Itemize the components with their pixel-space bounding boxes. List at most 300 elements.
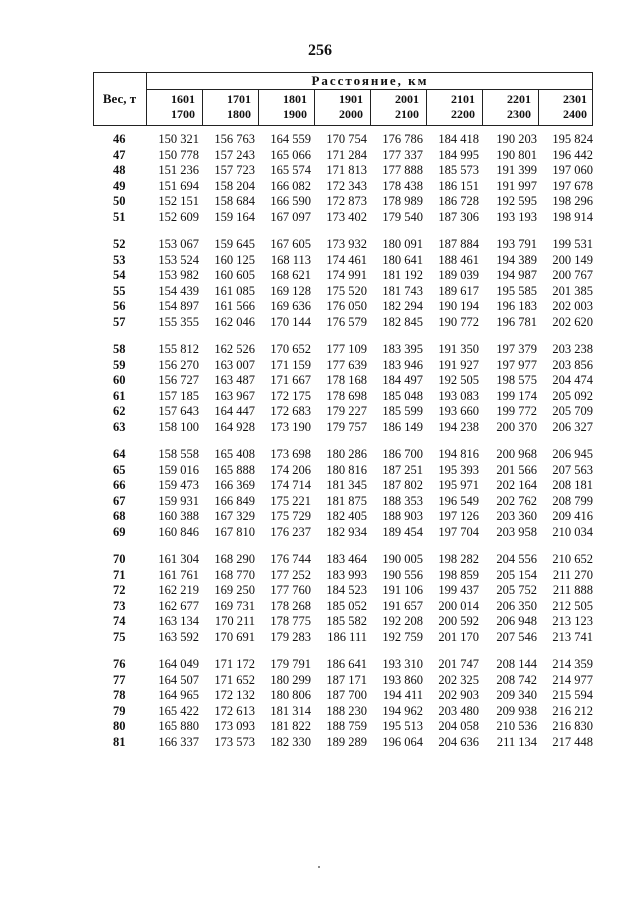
- table-row: [93, 163, 593, 179]
- table-row: [93, 447, 593, 463]
- table-row: [93, 494, 593, 510]
- table-row: [93, 552, 593, 568]
- weight-cell: 60: [113, 373, 126, 387]
- value-cell: 197 060: [552, 163, 593, 177]
- weight-cell: 66: [113, 478, 126, 492]
- value-cell: 161 304: [158, 552, 199, 566]
- value-cell: 209 938: [496, 703, 537, 718]
- range-from: 2101: [451, 92, 475, 106]
- value-cell: 162 677: [158, 598, 199, 613]
- table-row: [93, 389, 593, 405]
- value-cell: 165 422: [158, 703, 199, 718]
- value-cell: 172 683: [270, 404, 311, 418]
- value-cell: 158 684: [214, 194, 255, 208]
- value-cell: 179 791: [270, 657, 311, 671]
- value-cell: 162 046: [214, 314, 255, 329]
- value-cell: 167 605: [270, 237, 311, 251]
- value-cell: 200 592: [438, 614, 479, 628]
- value-cell: 201 747: [438, 657, 479, 671]
- weight-cell: 46: [113, 132, 126, 146]
- range-from: 1701: [227, 92, 251, 106]
- value-cell: 182 405: [326, 509, 367, 523]
- weight-cell: 69: [113, 524, 126, 539]
- value-cell: 193 083: [438, 388, 479, 403]
- value-cell: 175 221: [270, 493, 311, 508]
- value-cell: 186 149: [382, 419, 423, 434]
- value-cell: 173 093: [214, 719, 255, 733]
- value-cell: 216 212: [552, 703, 593, 718]
- value-cell: 175 520: [326, 283, 367, 298]
- distance-column-7: [483, 92, 537, 124]
- table-row: [93, 630, 593, 646]
- weight-cell: 58: [113, 342, 126, 356]
- range-from: 1601: [171, 92, 195, 106]
- value-cell: 156 763: [214, 132, 255, 146]
- value-cell: 182 294: [382, 299, 423, 313]
- column-divider: [482, 90, 483, 126]
- value-cell: 186 641: [326, 657, 367, 671]
- value-cell: 187 171: [326, 672, 367, 687]
- value-cell: 199 437: [438, 583, 479, 597]
- value-cell: 177 252: [270, 567, 311, 582]
- value-cell: 184 995: [438, 147, 479, 162]
- value-cell: 164 965: [158, 688, 199, 702]
- table-row: [93, 284, 593, 300]
- value-cell: 198 859: [438, 567, 479, 582]
- value-cell: 181 314: [270, 703, 311, 718]
- table-row: [93, 299, 593, 315]
- value-cell: 159 645: [214, 237, 255, 251]
- value-cell: 171 172: [214, 657, 255, 671]
- value-cell: 187 802: [382, 478, 423, 492]
- value-cell: 180 806: [270, 688, 311, 702]
- weight-cell: 53: [113, 252, 126, 267]
- value-cell: 155 812: [158, 342, 199, 356]
- value-cell: 178 698: [326, 388, 367, 403]
- value-cell: 207 546: [496, 629, 537, 644]
- table-row: [93, 194, 593, 210]
- value-cell: 177 639: [326, 357, 367, 372]
- value-cell: 187 251: [382, 462, 423, 477]
- weight-cell: 50: [113, 194, 126, 208]
- value-cell: 153 982: [158, 268, 199, 282]
- value-cell: 179 540: [382, 209, 423, 224]
- weight-column-header: Вес, т: [93, 72, 147, 126]
- value-cell: 200 149: [552, 252, 593, 267]
- weight-cell: 73: [113, 598, 126, 613]
- weight-cell: 55: [113, 283, 126, 298]
- weight-cell: 59: [113, 357, 126, 372]
- value-cell: 187 306: [438, 209, 479, 224]
- value-cell: 190 005: [382, 552, 423, 566]
- value-cell: 154 897: [158, 299, 199, 313]
- value-cell: 162 219: [158, 583, 199, 597]
- value-cell: 190 556: [382, 567, 423, 582]
- value-cell: 197 379: [496, 342, 537, 356]
- value-cell: 163 592: [158, 629, 199, 644]
- table-row: [93, 614, 593, 630]
- value-cell: 196 064: [382, 734, 423, 749]
- value-cell: 160 846: [158, 524, 199, 539]
- value-cell: 215 594: [552, 688, 593, 702]
- distance-column-2: [203, 92, 257, 124]
- value-cell: 179 757: [326, 419, 367, 434]
- value-cell: 167 097: [270, 209, 311, 224]
- value-cell: 160 605: [214, 268, 255, 282]
- value-cell: 210 034: [552, 524, 593, 539]
- value-cell: 189 617: [438, 283, 479, 298]
- value-cell: 163 007: [214, 357, 255, 372]
- distance-column-4: [315, 92, 369, 124]
- value-cell: 160 388: [158, 509, 199, 523]
- value-cell: 159 016: [158, 462, 199, 477]
- table-row: [93, 735, 593, 751]
- value-cell: 205 154: [496, 567, 537, 582]
- weight-cell: 61: [113, 388, 126, 403]
- weight-cell: 80: [113, 719, 126, 733]
- value-cell: 161 761: [158, 567, 199, 582]
- value-cell: 184 497: [382, 373, 423, 387]
- table-row: [93, 179, 593, 195]
- value-cell: 192 505: [438, 373, 479, 387]
- value-cell: 164 559: [270, 132, 311, 146]
- value-cell: 196 183: [496, 299, 537, 313]
- value-cell: 187 700: [326, 688, 367, 702]
- value-cell: 178 775: [270, 614, 311, 628]
- weight-cell: 79: [113, 703, 126, 718]
- value-cell: 180 641: [382, 252, 423, 267]
- value-cell: 202 903: [438, 688, 479, 702]
- value-cell: 192 759: [382, 629, 423, 644]
- weight-cell: 71: [113, 567, 126, 582]
- value-cell: 176 050: [326, 299, 367, 313]
- value-cell: 190 203: [496, 132, 537, 146]
- value-cell: 188 903: [382, 509, 423, 523]
- value-cell: 198 282: [438, 552, 479, 566]
- value-cell: 200 370: [496, 419, 537, 434]
- value-cell: 179 227: [326, 404, 367, 418]
- value-cell: 164 507: [158, 672, 199, 687]
- value-cell: 156 727: [158, 373, 199, 387]
- value-cell: 183 395: [382, 342, 423, 356]
- weight-cell: 70: [113, 552, 126, 566]
- value-cell: 168 621: [270, 268, 311, 282]
- value-cell: 197 977: [496, 357, 537, 372]
- value-cell: 150 321: [158, 132, 199, 146]
- column-divider: [314, 90, 315, 126]
- value-cell: 202 762: [496, 493, 537, 508]
- value-cell: 159 473: [158, 478, 199, 492]
- range-from: 2201: [507, 92, 531, 106]
- value-cell: 203 856: [552, 357, 593, 372]
- value-cell: 163 967: [214, 388, 255, 403]
- value-cell: 202 164: [496, 478, 537, 492]
- value-cell: 176 237: [270, 524, 311, 539]
- value-cell: 208 799: [552, 493, 593, 508]
- table-row: [93, 404, 593, 420]
- value-cell: 211 134: [496, 734, 537, 749]
- value-cell: 195 513: [382, 719, 423, 733]
- value-cell: 178 268: [270, 598, 311, 613]
- weight-cell: 63: [113, 419, 126, 434]
- value-cell: 209 416: [552, 509, 593, 523]
- value-cell: 172 613: [214, 703, 255, 718]
- distance-column-1: [147, 92, 201, 124]
- value-cell: 172 873: [326, 194, 367, 208]
- value-cell: 189 039: [438, 268, 479, 282]
- value-cell: 205 752: [496, 583, 537, 597]
- value-cell: 194 411: [382, 688, 423, 702]
- value-cell: 185 048: [382, 388, 423, 403]
- value-cell: 168 290: [214, 552, 255, 566]
- value-cell: 198 575: [496, 373, 537, 387]
- value-cell: 210 652: [552, 552, 593, 566]
- value-cell: 192 208: [382, 614, 423, 628]
- table-row: [93, 210, 593, 226]
- table-row: [93, 373, 593, 389]
- value-cell: 163 134: [158, 614, 199, 628]
- value-cell: 191 106: [382, 583, 423, 597]
- value-cell: 178 168: [326, 373, 367, 387]
- value-cell: 216 830: [552, 719, 593, 733]
- value-cell: 174 714: [270, 478, 311, 492]
- value-cell: 188 461: [438, 252, 479, 267]
- value-cell: 165 066: [270, 147, 311, 162]
- table-row: [93, 673, 593, 689]
- value-cell: 211 270: [552, 567, 593, 582]
- column-divider: [538, 90, 539, 126]
- value-cell: 183 993: [326, 567, 367, 582]
- weight-cell: 49: [113, 178, 126, 193]
- range-from: 1801: [283, 92, 307, 106]
- value-cell: 194 389: [496, 252, 537, 267]
- weight-cell: 52: [113, 237, 126, 251]
- table-row: [93, 463, 593, 479]
- value-cell: 185 052: [326, 598, 367, 613]
- value-cell: 181 192: [382, 268, 423, 282]
- distance-column-6: [427, 92, 481, 124]
- value-cell: 203 480: [438, 703, 479, 718]
- value-cell: 194 962: [382, 703, 423, 718]
- value-cell: 180 816: [326, 462, 367, 477]
- value-cell: 171 159: [270, 357, 311, 372]
- value-cell: 209 340: [496, 688, 537, 702]
- value-cell: 190 801: [496, 147, 537, 162]
- value-cell: 193 791: [496, 237, 537, 251]
- value-cell: 182 934: [326, 524, 367, 539]
- weight-cell: 77: [113, 672, 126, 687]
- value-cell: 157 185: [158, 388, 199, 403]
- value-cell: 170 652: [270, 342, 311, 356]
- value-cell: 203 360: [496, 509, 537, 523]
- distance-column-3: [259, 92, 313, 124]
- value-cell: 201 170: [438, 629, 479, 644]
- weight-cell: 65: [113, 462, 126, 477]
- value-cell: 186 111: [327, 629, 367, 644]
- value-cell: 213 123: [552, 614, 593, 628]
- value-cell: 204 474: [552, 373, 593, 387]
- value-cell: 203 238: [552, 342, 593, 356]
- value-cell: 202 620: [552, 314, 593, 329]
- value-cell: 176 744: [270, 552, 311, 566]
- value-cell: 166 590: [270, 194, 311, 208]
- value-cell: 197 678: [552, 178, 593, 193]
- value-cell: 200 014: [438, 598, 479, 613]
- range-from: 1901: [339, 92, 363, 106]
- value-cell: 166 369: [214, 478, 255, 492]
- value-cell: 157 643: [158, 404, 199, 418]
- value-cell: 202 325: [438, 672, 479, 687]
- value-cell: 153 524: [158, 252, 199, 267]
- table-row: [93, 315, 593, 331]
- value-cell: 155 355: [158, 314, 199, 329]
- value-cell: 182 845: [382, 314, 423, 329]
- value-cell: 194 238: [438, 419, 479, 434]
- range-to: 2300: [507, 107, 531, 121]
- value-cell: 177 109: [326, 342, 367, 356]
- value-cell: 174 206: [270, 462, 311, 477]
- value-cell: 206 350: [496, 598, 537, 613]
- value-cell: 166 337: [158, 734, 199, 749]
- value-cell: 208 181: [552, 478, 593, 492]
- value-cell: 159 164: [214, 209, 255, 224]
- table-row: [93, 253, 593, 269]
- range-to: 2000: [339, 107, 363, 121]
- value-cell: 175 729: [270, 509, 311, 523]
- value-cell: 163 487: [214, 373, 255, 387]
- value-cell: 157 243: [214, 147, 255, 162]
- value-cell: 199 531: [552, 237, 593, 251]
- value-cell: 208 144: [496, 657, 537, 671]
- scan-speck: [318, 866, 320, 868]
- value-cell: 206 327: [552, 419, 593, 434]
- distance-header: Расстояние, км: [147, 72, 593, 90]
- value-cell: 217 448: [552, 734, 593, 749]
- value-cell: 196 549: [438, 493, 479, 508]
- value-cell: 199 772: [496, 404, 537, 418]
- weight-cell: 54: [113, 268, 126, 282]
- value-cell: 206 945: [552, 447, 593, 461]
- range-to: 2200: [451, 107, 475, 121]
- weight-cell: 48: [113, 163, 126, 177]
- range-to: 2400: [563, 107, 587, 121]
- value-cell: 158 100: [158, 419, 199, 434]
- value-cell: 161 085: [214, 283, 255, 298]
- value-cell: 199 174: [496, 388, 537, 403]
- value-cell: 170 144: [270, 314, 311, 329]
- value-cell: 173 932: [326, 237, 367, 251]
- range-from: 2001: [395, 92, 419, 106]
- value-cell: 186 151: [438, 178, 479, 193]
- value-cell: 166 082: [270, 178, 311, 193]
- value-cell: 166 849: [214, 493, 255, 508]
- weight-cell: 64: [113, 447, 126, 461]
- value-cell: 180 286: [326, 447, 367, 461]
- value-cell: 205 092: [552, 388, 593, 403]
- weight-cell: 78: [113, 688, 126, 702]
- value-cell: 201 566: [496, 462, 537, 477]
- value-cell: 165 880: [158, 719, 199, 733]
- value-cell: 169 128: [270, 283, 311, 298]
- range-to: 1900: [283, 107, 307, 121]
- weight-cell: 74: [113, 614, 126, 628]
- value-cell: 190 772: [438, 314, 479, 329]
- table-row: [93, 688, 593, 704]
- value-cell: 181 875: [326, 493, 367, 508]
- value-cell: 183 464: [326, 552, 367, 566]
- value-cell: 188 353: [382, 493, 423, 508]
- column-divider: [426, 90, 427, 126]
- value-cell: 181 345: [326, 478, 367, 492]
- value-cell: 164 928: [214, 419, 255, 434]
- value-cell: 158 204: [214, 178, 255, 193]
- value-cell: 194 816: [438, 447, 479, 461]
- column-divider: [258, 90, 259, 126]
- value-cell: 185 573: [438, 163, 479, 177]
- row-group: [93, 342, 593, 435]
- value-cell: 186 700: [382, 447, 423, 461]
- value-cell: 172 132: [214, 688, 255, 702]
- weight-cell: 76: [113, 657, 126, 671]
- value-cell: 170 211: [214, 614, 255, 628]
- value-cell: 214 359: [552, 657, 593, 671]
- row-group: [93, 132, 593, 225]
- value-cell: 211 888: [552, 583, 593, 597]
- table-row: [93, 268, 593, 284]
- value-cell: 188 759: [326, 719, 367, 733]
- value-cell: 183 946: [382, 357, 423, 372]
- value-cell: 169 731: [214, 598, 255, 613]
- table-row: [93, 358, 593, 374]
- value-cell: 154 439: [158, 283, 199, 298]
- value-cell: 195 824: [552, 132, 593, 146]
- value-cell: 189 289: [326, 734, 367, 749]
- table-row: [93, 719, 593, 735]
- table-row: [93, 704, 593, 720]
- row-group: [93, 552, 593, 645]
- value-cell: 196 781: [496, 314, 537, 329]
- weight-cell: 72: [113, 583, 126, 597]
- value-cell: 171 813: [326, 163, 367, 177]
- weight-cell: 57: [113, 314, 126, 329]
- value-cell: 152 151: [158, 194, 199, 208]
- value-cell: 206 948: [496, 614, 537, 628]
- value-cell: 198 296: [552, 194, 593, 208]
- column-divider: [202, 90, 203, 126]
- value-cell: 181 743: [382, 283, 423, 298]
- value-cell: 200 968: [496, 447, 537, 461]
- value-cell: 176 786: [382, 132, 423, 146]
- value-cell: 173 190: [270, 419, 311, 434]
- value-cell: 208 742: [496, 672, 537, 687]
- page-number: 256: [308, 42, 332, 59]
- value-cell: 165 888: [214, 462, 255, 477]
- value-cell: 167 329: [214, 509, 255, 523]
- value-cell: 212 505: [552, 598, 593, 613]
- value-cell: 203 958: [496, 524, 537, 539]
- value-cell: 170 691: [214, 629, 255, 644]
- value-cell: 152 609: [158, 209, 199, 224]
- table-row: [93, 657, 593, 673]
- value-cell: 177 888: [382, 163, 423, 177]
- weight-cell: 68: [113, 509, 126, 523]
- weight-cell: 56: [113, 299, 126, 313]
- table-row: [93, 568, 593, 584]
- weight-cell: 75: [113, 629, 126, 644]
- range-from: 2301: [563, 92, 587, 106]
- value-cell: 180 299: [270, 672, 311, 687]
- value-cell: 153 067: [158, 237, 199, 251]
